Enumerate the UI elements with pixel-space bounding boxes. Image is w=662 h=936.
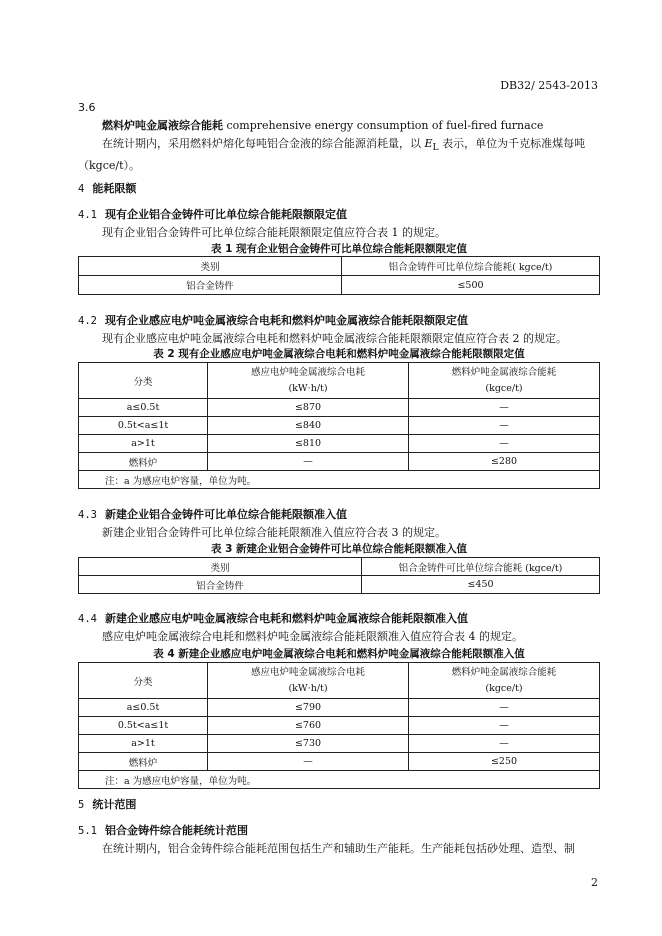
table-cell: 0.5t<a≤1t bbox=[79, 417, 208, 435]
table-cell: — bbox=[409, 417, 600, 435]
table-cell: 燃料炉 bbox=[79, 453, 208, 471]
section-3-6 bbox=[78, 99, 600, 175]
section-title: 新建企业感应电炉吨金属液综合电耗和燃料炉吨金属液综合能耗限额准入值 bbox=[104, 612, 468, 625]
table-row bbox=[79, 576, 600, 594]
table-cell: a≤0.5t bbox=[79, 699, 208, 717]
section-number: 4.3 bbox=[78, 509, 97, 521]
section-number: 4.1 bbox=[78, 209, 97, 221]
table-cell: — bbox=[409, 699, 600, 717]
table-cell: ≤450 bbox=[362, 576, 600, 594]
table-cell: 0.5t<a≤1t bbox=[79, 717, 208, 735]
header-cell bbox=[409, 663, 600, 699]
table-cell: ≤840 bbox=[208, 417, 409, 435]
header-cell: 铝合金铸件可比单位综合能耗 (kgce/t) bbox=[362, 558, 600, 576]
term-zh: 燃料炉吨金属液综合能耗 bbox=[102, 119, 223, 132]
header-line: 燃料炉吨金属液综合能耗 bbox=[451, 666, 557, 678]
table-row bbox=[79, 753, 600, 771]
header-cell: 分类 bbox=[79, 363, 208, 399]
table-cell: a≤0.5t bbox=[79, 399, 208, 417]
header-unit: (kW·h/t) bbox=[288, 382, 328, 394]
table-cell: ≤760 bbox=[208, 717, 409, 735]
section-number: 4 bbox=[78, 183, 85, 195]
section-4-heading bbox=[78, 180, 600, 198]
table-3-caption: 表 3 新建企业铝合金铸件可比单位综合能耗限额准入值 bbox=[210, 543, 468, 555]
term-en: comprehensive energy consumption of fuel-fired furnace bbox=[226, 119, 544, 132]
section-text: 新建企业铝合金铸件可比单位综合能耗限额准入值应符合表 3 的规定。 bbox=[102, 526, 446, 539]
section-4-3 bbox=[78, 506, 600, 542]
section-text: 感应电炉吨金属液综合电耗和燃料炉吨金属液综合能耗限额准入值应符合表 4 的规定。 bbox=[102, 630, 523, 643]
section-text: 在统计期内，铝合金铸件综合能耗范围包括生产和辅助生产能耗。生产能耗包括砂处理、造型、制 bbox=[102, 842, 575, 855]
section-title: 现有企业铝合金铸件可比单位综合能耗限额限定值 bbox=[104, 208, 347, 221]
table-note: 注：a 为感应电炉容量，单位为吨。 bbox=[79, 771, 600, 789]
table-cell: ≤500 bbox=[342, 276, 600, 295]
table-row bbox=[79, 399, 600, 417]
header-line: 感应电炉吨金属液综合电耗 bbox=[250, 666, 365, 678]
header-line: 燃料炉吨金属液综合能耗 bbox=[451, 366, 557, 378]
section-number: 5.1 bbox=[78, 825, 97, 837]
table-cell: ≤730 bbox=[208, 735, 409, 753]
header-cell bbox=[208, 363, 409, 399]
section-title: 新建企业铝合金铸件可比单位综合能耗限额准入值 bbox=[104, 508, 347, 521]
header-unit: (kW·h/t) bbox=[288, 682, 328, 694]
table-1-caption: 表 1 现有企业铝合金铸件可比单位综合能耗限额限定值 bbox=[210, 243, 468, 255]
table-cell: — bbox=[208, 753, 409, 771]
table-note-row bbox=[79, 771, 600, 789]
section-number: 3.6 bbox=[78, 101, 96, 114]
table-cell: — bbox=[409, 399, 600, 417]
table-cell: ≤280 bbox=[409, 453, 600, 471]
section-number: 4.2 bbox=[78, 315, 97, 327]
header-cell: 类别 bbox=[79, 558, 362, 576]
table-cell: — bbox=[409, 735, 600, 753]
table-row bbox=[79, 435, 600, 453]
header-unit: (kgce/t) bbox=[485, 682, 523, 694]
table-cell: ≤790 bbox=[208, 699, 409, 717]
header-cell: 分类 bbox=[79, 663, 208, 699]
section-number: 4.4 bbox=[78, 613, 97, 625]
section-4-2 bbox=[78, 312, 600, 348]
table-4-caption: 表 4 新建企业感应电炉吨金属液综合电耗和燃料炉吨金属液综合能耗限额准入值 bbox=[153, 648, 525, 660]
section-title: 铝合金铸件综合能耗统计范围 bbox=[104, 824, 248, 837]
page-number: 2 bbox=[591, 876, 598, 889]
table-header-row bbox=[79, 663, 600, 699]
table-note-row bbox=[79, 471, 600, 489]
section-number: 5 bbox=[78, 799, 85, 811]
table-cell: ≤810 bbox=[208, 435, 409, 453]
header-cell: 铝合金铸件可比单位综合能耗( kgce/t) bbox=[342, 257, 600, 276]
header-line: 感应电炉吨金属液综合电耗 bbox=[250, 366, 365, 378]
header-cell bbox=[208, 663, 409, 699]
table-cell: — bbox=[208, 453, 409, 471]
table-row bbox=[79, 699, 600, 717]
table-cell: ≤250 bbox=[409, 753, 600, 771]
table-cell: 铝合金铸件 bbox=[79, 276, 342, 295]
section-4-4 bbox=[78, 610, 600, 646]
table-3 bbox=[78, 557, 600, 594]
symbol: E bbox=[424, 137, 433, 150]
term-line bbox=[78, 117, 600, 135]
table-header-row bbox=[79, 558, 600, 576]
table-row bbox=[79, 453, 600, 471]
table-1 bbox=[78, 256, 600, 295]
symbol-subscript: L bbox=[432, 142, 439, 154]
definition-text-a: 在统计期内，采用燃料炉熔化每吨铝合金液的综合能源消耗量，以 bbox=[102, 137, 421, 150]
table-4 bbox=[78, 662, 600, 789]
table-2 bbox=[78, 362, 600, 489]
table-cell: 燃料炉 bbox=[79, 753, 208, 771]
table-cell: a>1t bbox=[79, 735, 208, 753]
table-cell: ≤870 bbox=[208, 399, 409, 417]
table-row bbox=[79, 717, 600, 735]
section-text: 现有企业感应电炉吨金属液综合电耗和燃料炉吨金属液综合能耗限额限定值应符合表 2 的规定。 bbox=[102, 332, 567, 345]
section-title: 能耗限额 bbox=[92, 182, 137, 195]
section-4-1 bbox=[78, 206, 600, 242]
table-row bbox=[79, 276, 600, 295]
table-2-caption: 表 2 现有企业感应电炉吨金属液综合电耗和燃料炉吨金属液综合能耗限额限定值 bbox=[153, 348, 525, 360]
table-header-row bbox=[79, 363, 600, 399]
table-cell: 铝合金铸件 bbox=[79, 576, 362, 594]
header-cell: 类别 bbox=[79, 257, 342, 276]
section-text: 现有企业铝合金铸件可比单位综合能耗限额限定值应符合表 1 的规定。 bbox=[102, 226, 446, 239]
table-cell: a>1t bbox=[79, 435, 208, 453]
table-cell: — bbox=[409, 717, 600, 735]
table-row bbox=[79, 735, 600, 753]
section-5-1 bbox=[78, 822, 600, 858]
table-row bbox=[79, 417, 600, 435]
section-title: 统计范围 bbox=[92, 798, 137, 811]
term-definition bbox=[78, 135, 600, 175]
table-header-row bbox=[79, 257, 600, 276]
table-cell: — bbox=[409, 435, 600, 453]
standard-number: DB32/ 2543-2013 bbox=[500, 79, 598, 92]
header-unit: (kgce/t) bbox=[485, 382, 523, 394]
header-cell bbox=[409, 363, 600, 399]
section-title: 现有企业感应电炉吨金属液综合电耗和燃料炉吨金属液综合能耗限额限定值 bbox=[104, 314, 468, 327]
table-note: 注：a 为感应电炉容量，单位为吨。 bbox=[79, 471, 600, 489]
definition-text-b: 表示，单位为千克标准煤每吨（kgce/t）。 bbox=[78, 137, 586, 173]
section-5-heading bbox=[78, 796, 600, 814]
